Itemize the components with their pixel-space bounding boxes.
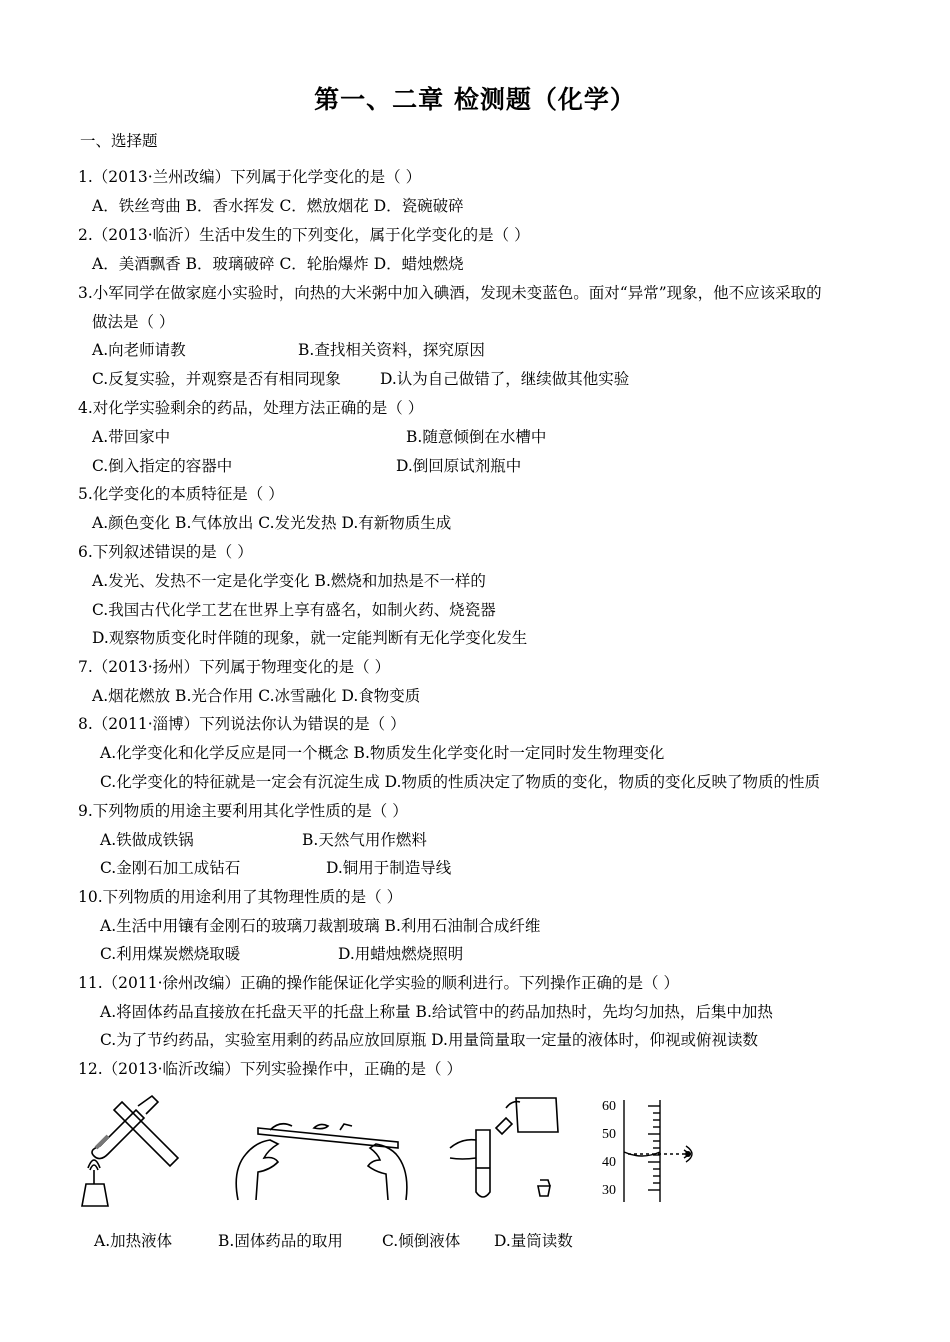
question-1: 1.（2013·兰州改编）下列属于化学变化的是（ ） — [78, 168, 422, 186]
q9-option-c: C.金刚石加工成钻石 — [100, 859, 241, 877]
cylinder-reading-figure — [598, 1088, 708, 1208]
scale-label-50: 50 — [602, 1127, 616, 1142]
q3-option-d: D.认为自己做错了，继续做其他实验 — [380, 370, 630, 388]
q11-options-cd: C.为了节约药品，实验室用剩的药品应放回原瓶 D.用量筒量取一定量的液体时，仰视或俯视读数 — [100, 1031, 758, 1049]
q10-options-ab: A.生活中用镶有金刚石的玻璃刀裁割玻璃 B.利用石油制合成纤维 — [100, 917, 541, 935]
question-7: 7.（2013·扬州）下列属于物理变化的是（ ） — [78, 658, 391, 676]
question-8: 8.（2011·淄博）下列说法你认为错误的是（ ） — [78, 715, 406, 733]
q10-option-d: D.用蜡烛燃烧照明 — [338, 945, 464, 963]
q6-options-ab: A.发光、发热不一定是化学变化 B.燃烧和加热是不一样的 — [92, 572, 486, 590]
q3-option-a: A.向老师请教 — [92, 341, 186, 359]
q12-figures — [78, 1088, 698, 1208]
scale-label-30: 30 — [602, 1183, 616, 1198]
question-4: 4.对化学实验剩余的药品，处理方法正确的是（ ） — [78, 399, 424, 417]
q4-option-b: B.随意倾倒在水槽中 — [406, 428, 547, 446]
q10-option-c: C.利用煤炭燃烧取暖 — [100, 945, 241, 963]
q7-options: A.烟花燃放 B.光合作用 C.冰雪融化 D.食物变质 — [92, 687, 421, 705]
q8-options-ab: A.化学变化和化学反应是同一个概念 B.物质发生化学变化时一定同时发生物理变化 — [100, 744, 665, 762]
q3-option-b: B.查找相关资料，探究原因 — [298, 341, 485, 359]
question-12: 12.（2013·临沂改编）下列实验操作中，正确的是（ ） — [78, 1060, 462, 1078]
q4-option-c: C.倒入指定的容器中 — [92, 457, 233, 475]
q1-options: A．铁丝弯曲 B．香水挥发 C．燃放烟花 D．瓷碗破碎 — [92, 197, 464, 215]
question-2: 2.（2013·临沂）生活中发生的下列变化，属于化学变化的是（ ） — [78, 226, 530, 244]
section-heading: 一、选择题 — [80, 132, 158, 150]
question-10: 10.下列物质的用途利用了其物理性质的是（ ） — [78, 888, 403, 906]
question-3: 3.小军同学在做家庭小实验时，向热的大米粥中加入碘酒，发现未变蓝色。面对“异常”现象，他不应该采取的 — [78, 284, 822, 302]
page-title: 第一、二章 检测题（化学） — [314, 85, 636, 114]
q4-option-a: A.带回家中 — [92, 428, 171, 446]
q9-option-b: B.天然气用作燃料 — [302, 831, 427, 849]
question-3-cont: 做法是（ ） — [92, 313, 175, 331]
caption-c: C.倾倒液体 — [382, 1232, 461, 1250]
q6-option-c: C.我国古代化学工艺在世界上享有盛名，如制火药、烧瓷器 — [92, 601, 496, 619]
caption-b: B.固体药品的取用 — [218, 1232, 343, 1250]
scale-label-60: 60 — [602, 1099, 616, 1114]
q9-option-a: A.铁做成铁锅 — [100, 831, 194, 849]
q5-options: A.颜色变化 B.气体放出 C.发光发热 D.有新物质生成 — [92, 514, 452, 532]
q3-option-c: C.反复实验，并观察是否有相同现象 — [92, 370, 341, 388]
caption-a: A.加热液体 — [94, 1232, 173, 1250]
question-9: 9.下列物质的用途主要利用其化学性质的是（ ） — [78, 802, 408, 820]
q9-option-d: D.铜用于制造导线 — [326, 859, 452, 877]
q6-option-d: D.观察物质变化时伴随的现象，就一定能判断有无化学变化发生 — [92, 629, 528, 647]
q11-options-ab: A.将固体药品直接放在托盘天平的托盘上称量 B.给试管中的药品加热时，先均匀加热，后集中加热 — [100, 1003, 773, 1021]
pouring-liquid-figure — [446, 1088, 566, 1208]
solid-taking-figure — [228, 1100, 408, 1210]
question-11: 11.（2011·徐州改编）正确的操作能保证化学实验的顺利进行。下列操作正确的是（ ） — [78, 974, 679, 992]
question-6: 6.下列叙述错误的是（ ） — [78, 543, 253, 561]
q2-options: A．美酒飘香 B．玻璃破碎 C．轮胎爆炸 D．蜡烛燃烧 — [92, 255, 464, 273]
scale-label-40: 40 — [602, 1155, 616, 1170]
question-5: 5.化学变化的本质特征是（ ） — [78, 485, 284, 503]
q8-options-cd: C.化学变化的特征就是一定会有沉淀生成 D.物质的性质决定了物质的变化，物质的变化反映了物质的性质 — [100, 773, 820, 791]
q4-option-d: D.倒回原试剂瓶中 — [396, 457, 522, 475]
heating-liquid-figure — [78, 1088, 198, 1208]
caption-d: D.量筒读数 — [494, 1232, 573, 1250]
